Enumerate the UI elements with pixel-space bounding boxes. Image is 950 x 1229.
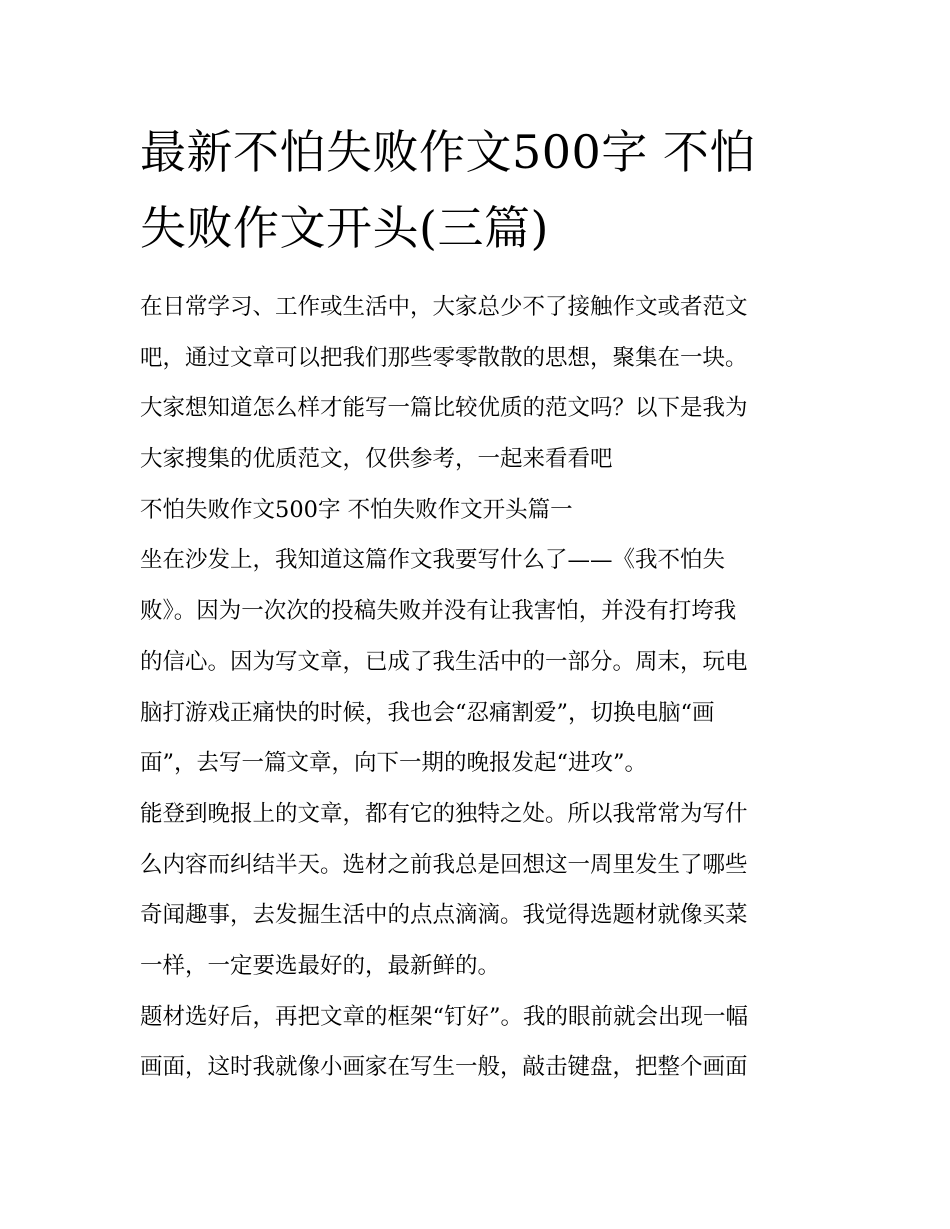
body-line: 大家搜集的优质范文，仅供参考，一起来看看吧 xyxy=(140,446,613,473)
body-line: 大家想知道怎么样才能写一篇比较优质的范文吗？以下是我为 xyxy=(140,395,748,422)
document-title xyxy=(140,114,820,266)
body-line: 吧，通过文章可以把我们那些零零散散的思想，聚集在一块。 xyxy=(140,344,748,371)
body-line: 败》。因为一次次的投稿失败并没有让我害怕，并没有打垮我 xyxy=(140,598,737,625)
body-line: 奇闻趣事，去发掘生活中的点点滴滴。我觉得选题材就像买菜 xyxy=(140,902,748,929)
body-line: 画面，这时我就像小画家在写生一般，敲击键盘，把整个画面 xyxy=(140,1054,748,1081)
title-line: 最新不怕失败作文500字 不怕 xyxy=(140,125,756,179)
body-line: 题材选好后，再把文章的框架“钉好”。我的眼前就会出现一幅 xyxy=(140,1003,749,1030)
document-body xyxy=(140,282,820,1093)
section-heading: 不怕失败作文500字 不怕失败作文开头篇一 xyxy=(140,496,573,523)
title-line: 失败作文开头(三篇) xyxy=(140,201,549,255)
body-line: 一样，一定要选最好的，最新鲜的。 xyxy=(140,952,501,979)
body-line: 的信心。因为写文章，已成了我生活中的一部分。周末，玩电 xyxy=(140,648,748,675)
body-line: 面”，去写一篇文章，向下一期的晚报发起“进攻”。 xyxy=(140,750,648,777)
body-line: 能登到晚报上的文章，都有它的独特之处。所以我常常为写什 xyxy=(140,800,748,827)
body-line: 坐在沙发上，我知道这篇作文我要写什么了——《我不怕失 xyxy=(140,547,726,574)
body-line: 脑打游戏正痛快的时候，我也会“忍痛割爱”，切换电脑“画 xyxy=(140,699,715,726)
body-line: 么内容而纠结半天。选材之前我总是回想这一周里发生了哪些 xyxy=(140,851,748,878)
body-line: 在日常学习、工作或生活中，大家总少不了接触作文或者范文 xyxy=(140,294,748,320)
